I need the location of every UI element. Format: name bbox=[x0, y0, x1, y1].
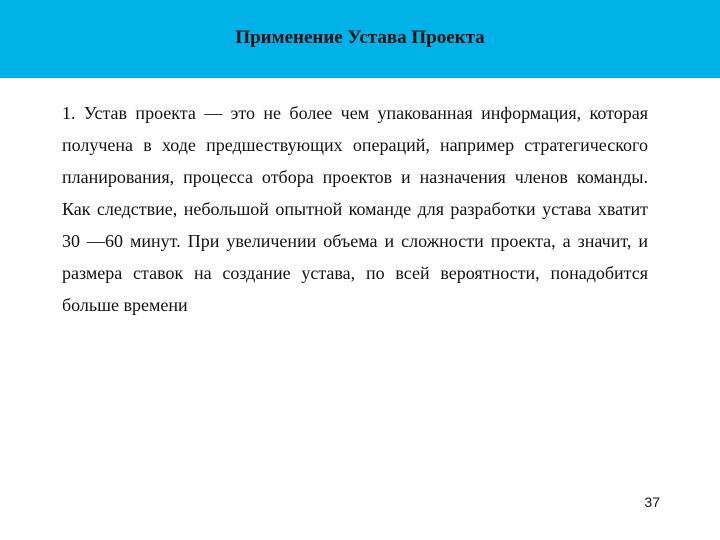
slide-title: Применение Устава Проекта bbox=[235, 27, 485, 48]
slide-body-text: 1. Устав проекта — это не более чем упакованная информация, которая получена в ходе предшествующих операций, например стратегического планирования, процесса отбора проектов и назначения членов команды. Как следствие, небольшой опытной команде для разработки устава хватит 30 —60 минут. При увеличении объема и сложности проекта, а значит, и размера ставок на создание устава, по всей вероятности, понадобится больше времени bbox=[62, 103, 648, 315]
page-number: 37 bbox=[644, 494, 660, 510]
